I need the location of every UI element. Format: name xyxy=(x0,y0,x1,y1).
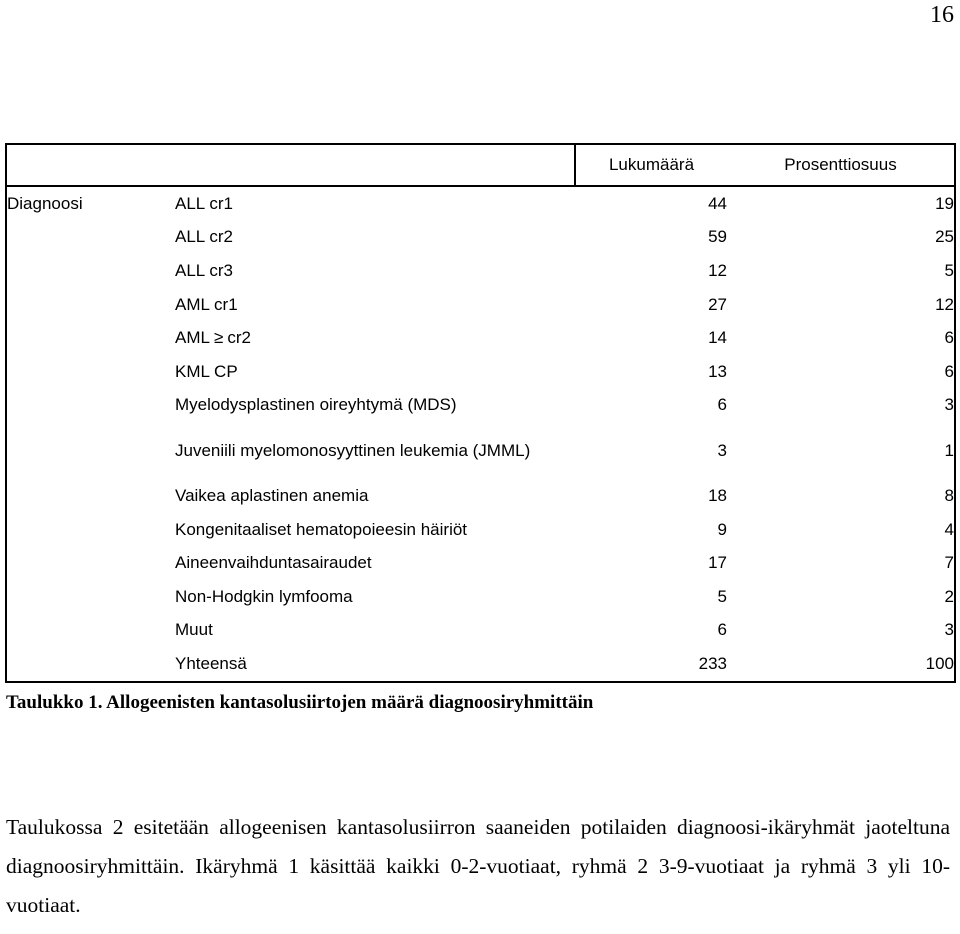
row-percent: 3 xyxy=(727,614,955,648)
header-percent: Prosenttiosuus xyxy=(727,144,955,186)
diagnosis-table xyxy=(5,143,956,683)
group-cell xyxy=(6,479,175,513)
row-count: 59 xyxy=(708,227,727,247)
diagnosis-table-container xyxy=(5,143,956,683)
row-percent: 100 xyxy=(727,647,955,682)
table-total-row xyxy=(6,647,955,682)
row-count: 12 xyxy=(708,260,727,280)
row-label: ALL cr3 xyxy=(175,260,233,280)
row-percent: 6 xyxy=(727,355,955,389)
row-label: ALL cr1 xyxy=(175,186,575,221)
row-percent: 4 xyxy=(727,513,955,547)
group-cell xyxy=(6,321,175,355)
row-count: 3 xyxy=(717,440,727,460)
row-count: 5 xyxy=(717,586,727,606)
table-row xyxy=(6,546,955,580)
row-count: 6 xyxy=(717,620,727,640)
row-label: Aineenvaihduntasairaudet xyxy=(175,553,372,573)
row-label: Juveniili myelomonosyyttinen leukemia (JMML) xyxy=(175,440,531,460)
row-label: Myelodysplastinen oireyhtymä (MDS) xyxy=(175,395,457,415)
row-label: ALL cr2 xyxy=(175,227,233,247)
row-percent: 7 xyxy=(727,546,955,580)
group-cell xyxy=(6,355,175,389)
row-percent: 1 xyxy=(727,422,955,479)
row-label: Non-Hodgkin lymfooma xyxy=(175,586,353,606)
table-row xyxy=(6,389,955,423)
table-header-row xyxy=(6,144,955,186)
header-empty-cell xyxy=(6,144,175,186)
row-label: Muut xyxy=(175,620,213,640)
table-row xyxy=(6,321,955,355)
table-row xyxy=(6,580,955,614)
row-label: Kongenitaaliset hematopoieesin häiriöt xyxy=(175,519,468,539)
row-count: 44 xyxy=(575,186,727,221)
table-row xyxy=(6,221,955,255)
row-label: Yhteensä xyxy=(175,647,575,682)
row-percent: 12 xyxy=(727,288,955,322)
group-cell xyxy=(6,254,175,288)
table-row xyxy=(6,288,955,322)
header-count: Lukumäärä xyxy=(575,144,727,186)
row-count: 13 xyxy=(708,361,727,381)
row-count: 9 xyxy=(717,519,727,539)
row-percent: 25 xyxy=(727,221,955,255)
table-row xyxy=(6,186,955,221)
group-cell xyxy=(6,647,175,682)
group-cell xyxy=(6,422,175,479)
table-row xyxy=(6,614,955,648)
group-cell xyxy=(6,580,175,614)
greater-equal-symbol: ≥ xyxy=(213,328,224,348)
group-cell xyxy=(6,546,175,580)
body-paragraph: Taulukossa 2 esitetään allogeenisen kantasolusiirron saaneiden potilaiden diagnoosi-ikäryhmät jaoteltuna diagnoosiryhmittäin. Ikäryhmä 1 käsittää kaikki 0-2-vuotiaat, ryhmä 2 3-9-vuotiaat ja ryhmä 3 yli 10-vuotiaat. xyxy=(6,815,950,917)
table-row xyxy=(6,355,955,389)
row-count: 17 xyxy=(708,553,727,573)
row-count: 18 xyxy=(708,485,727,505)
table-caption: Taulukko 1. Allogeenisten kantasolusiirtojen määrä diagnoosiryhmittäin xyxy=(6,692,594,713)
group-cell xyxy=(6,288,175,322)
group-cell xyxy=(6,389,175,423)
table-row xyxy=(6,479,955,513)
group-cell xyxy=(6,221,175,255)
row-percent: 2 xyxy=(727,580,955,614)
group-label: Diagnoosi xyxy=(6,186,175,221)
row-count: 14 xyxy=(708,328,727,348)
row-count: 233 xyxy=(575,647,727,682)
row-label: KML CP xyxy=(175,361,238,381)
table-row xyxy=(6,513,955,547)
table-row xyxy=(6,422,955,479)
row-count: 27 xyxy=(708,294,727,314)
row-label: Vaikea aplastinen anemia xyxy=(175,485,369,505)
page-number: 16 xyxy=(930,2,954,28)
table-row xyxy=(6,254,955,288)
header-empty-cell xyxy=(175,144,575,186)
group-cell xyxy=(6,513,175,547)
row-percent: 5 xyxy=(727,254,955,288)
row-percent: 8 xyxy=(727,479,955,513)
row-percent: 19 xyxy=(727,186,955,221)
row-percent: 3 xyxy=(727,389,955,423)
row-percent: 6 xyxy=(727,321,955,355)
group-cell xyxy=(6,614,175,648)
row-label: AML cr1 xyxy=(175,294,238,314)
row-count: 6 xyxy=(717,395,727,415)
row-label: AML ≥ cr2 xyxy=(175,328,251,348)
